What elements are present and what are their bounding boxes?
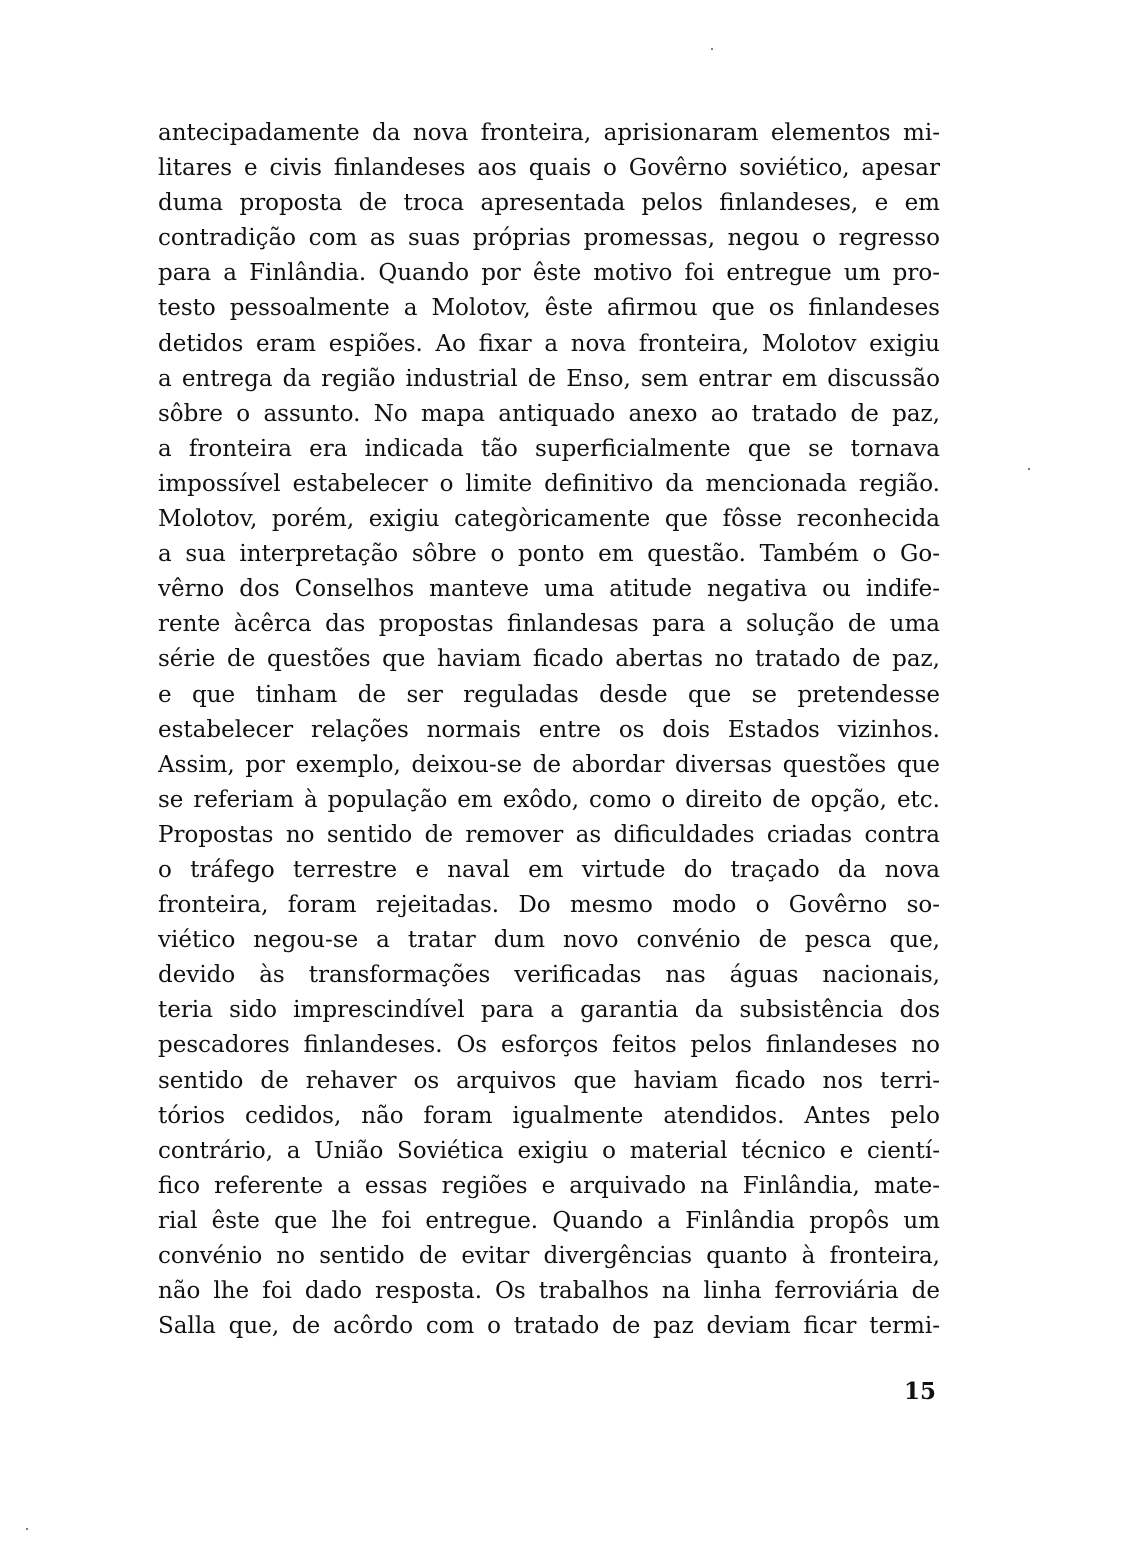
text-line: a fronteira era indicada tão superficialmente que se tornava [158, 435, 940, 462]
text-line: convénio no sentido de evitar divergências quanto à fronteira, [158, 1243, 940, 1269]
text-line: rial êste que lhe foi entregue. Quando a Finlândia propôs um [158, 1207, 940, 1234]
text-line: Assim, por exemplo, deixou-se de abordar diversas questões que [158, 751, 940, 778]
text-line: sentido de rehaver os arquivos que haviam ficado nos terri- [158, 1067, 940, 1094]
text-line: tórios cedidos, não foram igualmente atendidos. Antes pelo [158, 1102, 940, 1129]
text-line: antecipadamente da nova fronteira, aprisionaram elementos mi- [158, 120, 940, 146]
text-line: detidos eram espiões. Ao fixar a nova fronteira, Molotov exigiu [158, 330, 940, 357]
text-line: e que tinham de ser reguladas desde que se pretendesse [158, 681, 940, 708]
text-line: fronteira, foram rejeitadas. Do mesmo modo o Govêrno so- [158, 892, 940, 919]
text-line: rente àcêrca das propostas finlandesas para a solução de uma [158, 611, 940, 638]
text-line: contradição com as suas próprias promessas, negou o regresso [158, 225, 940, 252]
text-line: litares e civis finlandeses aos quais o Govêrno soviético, apesar [158, 155, 940, 182]
text-line: a entrega da região industrial de Enso, sem entrar em discussão [158, 365, 940, 392]
page-number: 15 [903, 1378, 936, 1405]
text-line: estabelecer relações normais entre os dois Estados vizinhos. [158, 716, 940, 743]
text-line: Salla que, de acôrdo com o tratado de paz deviam ficar termi- [158, 1313, 940, 1340]
text-line: o tráfego terrestre e naval em virtude do traçado da nova [158, 856, 940, 883]
text-line: fico referente a essas regiões e arquivado na Finlândia, mate- [158, 1172, 940, 1199]
text-line: testo pessoalmente a Molotov, êste afirmou que os finlandeses [158, 295, 940, 322]
text-line: sôbre o assunto. No mapa antiquado anexo ao tratado de paz, [158, 400, 940, 427]
text-line: devido às transformações verificadas nas águas nacionais, [158, 962, 940, 989]
text-line: se referiam à população em exôdo, como o direito de opção, etc. [158, 786, 940, 813]
text-line: Molotov, porém, exigiu categòricamente que fôsse reconhecida [158, 506, 940, 533]
text-line: teria sido imprescindível para a garantia da subsistência dos [158, 997, 940, 1024]
scan-speck [1028, 468, 1030, 470]
text-line: contrário, a União Soviética exigiu o material técnico e cientí- [158, 1137, 940, 1164]
text-line: Propostas no sentido de remover as dificuldades criadas contra [158, 821, 940, 848]
scan-speck [26, 1528, 28, 1530]
text-line: vêrno dos Conselhos manteve uma atitude negativa ou indife- [158, 576, 940, 603]
text-line: série de questões que haviam ficado abertas no tratado de paz, [158, 646, 940, 673]
text-line: pescadores finlandeses. Os esforços feitos pelos finlandeses no [158, 1032, 940, 1059]
body-text [158, 116, 940, 1344]
text-line: para a Finlândia. Quando por êste motivo foi entregue um pro- [158, 260, 940, 287]
text-line: duma proposta de troca apresentada pelos finlandeses, e em [158, 190, 940, 217]
text-line: a sua interpretação sôbre o ponto em questão. Também o Go- [158, 541, 940, 568]
scan-speck [711, 48, 713, 50]
text-line: viético negou-se a tratar dum novo convénio de pesca que, [158, 927, 940, 954]
text-line: impossível estabelecer o limite definitivo da mencionada região. [158, 470, 940, 497]
text-line: não lhe foi dado resposta. Os trabalhos na linha ferroviária de [158, 1278, 940, 1305]
